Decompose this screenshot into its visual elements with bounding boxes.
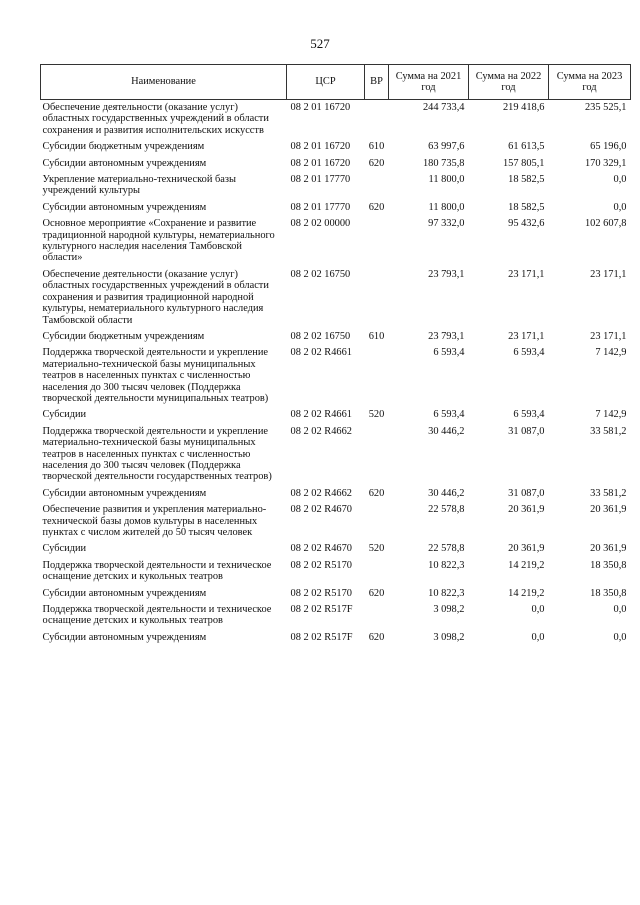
row-vr [365, 602, 389, 630]
row-csr: 08 2 02 00000 [290, 218, 351, 230]
row-vr [365, 267, 389, 329]
row-vr: 610 [368, 330, 385, 342]
row-amount-2023: 0,0 [613, 631, 627, 643]
row-name: Основное мероприятие «Сохранение и развитие традиционной народной культуры, нематериального культурного наследия населения Тамбовской области» [42, 218, 275, 264]
table-row [41, 172, 631, 200]
row-vr [365, 424, 389, 486]
row-amount-2023: 170 329,1 [584, 157, 627, 169]
row-amount-2021: 10 822,3 [428, 559, 465, 571]
row-amount-2023: 20 361,9 [590, 504, 627, 516]
row-amount-2022: 31 087,0 [508, 487, 545, 499]
row-csr: 08 2 02 R5170 [290, 587, 352, 599]
row-amount-2023: 0,0 [613, 604, 627, 616]
row-amount-2023: 23 171,1 [590, 330, 627, 342]
row-amount-2021: 23 793,1 [428, 268, 465, 280]
table-row [41, 156, 631, 172]
row-amount-2023: 65 196,0 [590, 141, 627, 153]
row-amount-2021: 3 098,2 [433, 631, 465, 643]
row-amount-2023: 0,0 [613, 174, 627, 186]
table-row [41, 407, 631, 423]
row-amount-2021: 30 446,2 [428, 487, 465, 499]
row-amount-2023: 0,0 [613, 201, 627, 213]
row-name: Субсидии автономным учреждениям [42, 157, 207, 169]
row-vr [365, 502, 389, 541]
row-amount-2021: 22 578,8 [428, 543, 465, 555]
table-body [41, 100, 631, 647]
table-row [41, 558, 631, 586]
row-amount-2022: 23 171,1 [508, 330, 545, 342]
row-csr: 08 2 01 17770 [290, 201, 351, 213]
table-row [41, 630, 631, 646]
row-amount-2021: 3 098,2 [433, 604, 465, 616]
row-amount-2023: 7 142,9 [595, 409, 627, 421]
row-csr: 08 2 02 16750 [290, 268, 351, 280]
table-row [41, 502, 631, 541]
row-vr [365, 345, 389, 407]
row-csr: 08 2 02 R4662 [290, 425, 352, 437]
row-amount-2022: 6 593,4 [513, 409, 545, 421]
row-amount-2023: 33 581,2 [590, 425, 627, 437]
row-csr: 08 2 02 R4662 [290, 487, 352, 499]
row-amount-2022: 6 593,4 [513, 347, 545, 359]
row-amount-2022: 61 613,5 [508, 141, 545, 153]
row-amount-2022: 157 805,1 [502, 157, 545, 169]
row-amount-2022: 31 087,0 [508, 425, 545, 437]
row-amount-2022: 18 582,5 [508, 174, 545, 186]
row-amount-2022: 20 361,9 [508, 543, 545, 555]
row-amount-2021: 23 793,1 [428, 330, 465, 342]
row-amount-2022: 219 418,6 [502, 102, 545, 113]
row-amount-2023: 18 350,8 [590, 559, 627, 571]
row-name: Обеспечение развития и укрепления материально-технической базы домов культуры в населенных пунктах с числом жителей до 50 тысяч человек [42, 504, 267, 538]
row-name: Субсидии автономным учреждениям [42, 201, 207, 213]
table-row [41, 424, 631, 486]
row-amount-2023: 23 171,1 [590, 268, 627, 280]
table-row [41, 216, 631, 267]
row-csr: 08 2 02 R4661 [290, 347, 352, 359]
budget-table [40, 64, 631, 646]
row-amount-2021: 6 593,4 [433, 409, 465, 421]
row-amount-2023: 102 607,8 [584, 218, 627, 230]
row-vr: 620 [368, 201, 385, 213]
row-name: Обеспечение деятельности (оказание услуг) областных государственных учреждений в области сохранения и развития традиционной народной культуры, нематериального культурного наследия Тамбовской области [42, 268, 269, 326]
row-amount-2022: 14 219,2 [508, 559, 545, 571]
table-row [41, 486, 631, 502]
row-amount-2021: 63 997,6 [428, 141, 465, 153]
row-csr: 08 2 01 16720 [290, 102, 351, 113]
table-row [41, 586, 631, 602]
table-header-row [41, 65, 631, 100]
row-amount-2022: 95 432,6 [508, 218, 545, 230]
row-amount-2021: 97 332,0 [428, 218, 465, 230]
row-amount-2021: 11 800,0 [428, 201, 465, 213]
row-vr: 520 [368, 409, 385, 421]
row-name: Субсидии бюджетным учреждениям [42, 330, 205, 342]
row-vr [365, 216, 389, 267]
row-amount-2023: 18 350,8 [590, 587, 627, 599]
row-csr: 08 2 02 R4661 [290, 409, 352, 421]
row-csr: 08 2 02 R4670 [290, 543, 352, 555]
table-row [41, 200, 631, 216]
row-amount-2021: 22 578,8 [428, 504, 465, 516]
row-vr: 520 [368, 543, 385, 555]
row-name: Поддержка творческой деятельности и техническое оснащение детских и кукольных театров [42, 604, 272, 627]
row-name: Поддержка творческой деятельности и укрепление материально-технической базы муниципальных театров в населенных пунктах с численностью населения до 300 тысяч человек (Поддержка творческой деятельности государственных театров) [42, 425, 272, 483]
row-name: Поддержка творческой деятельности и техническое оснащение детских и кукольных театров [42, 559, 272, 583]
row-vr [365, 172, 389, 200]
row-name: Субсидии автономным учреждениям [42, 487, 207, 499]
row-amount-2023: 235 525,1 [584, 102, 627, 113]
header-vr: ВР [365, 65, 389, 100]
row-csr: 08 2 02 R5170 [290, 559, 352, 571]
row-amount-2022: 18 582,5 [508, 201, 545, 213]
row-amount-2023: 33 581,2 [590, 487, 627, 499]
page-number: 527 [310, 36, 330, 51]
row-amount-2023: 20 361,9 [590, 543, 627, 555]
row-amount-2021: 6 593,4 [433, 347, 465, 359]
header-2022: Сумма на 2022 год [469, 65, 549, 100]
row-csr: 08 2 02 R4670 [290, 504, 352, 516]
row-vr [365, 558, 389, 586]
row-name: Субсидии автономным учреждениям [42, 631, 207, 643]
row-csr: 08 2 01 16720 [290, 141, 351, 153]
row-name: Субсидии бюджетным учреждениям [42, 141, 205, 153]
table-row [41, 602, 631, 630]
row-csr: 08 2 02 16750 [290, 330, 351, 342]
row-csr: 08 2 02 R517F [290, 604, 353, 616]
table-row [41, 100, 631, 140]
row-name: Поддержка творческой деятельности и укрепление материально-технической базы муниципальных театров в населенных пунктах с численностью населения до 300 тысяч человек (Поддержка творческой деятельности муниципальных театров) [42, 347, 269, 404]
table-row [41, 329, 631, 345]
row-name: Субсидии автономным учреждениям [42, 587, 207, 599]
row-amount-2021: 30 446,2 [428, 425, 465, 437]
row-amount-2022: 0,0 [531, 604, 545, 616]
table-row [41, 139, 631, 155]
row-amount-2022: 20 361,9 [508, 504, 545, 516]
row-vr: 620 [368, 157, 385, 169]
row-csr: 08 2 01 17770 [290, 174, 351, 186]
row-name: Субсидии [42, 543, 87, 555]
row-amount-2022: 23 171,1 [508, 268, 545, 280]
row-amount-2022: 14 219,2 [508, 587, 545, 599]
row-name: Субсидии [42, 409, 87, 421]
header-2023: Сумма на 2023 год [549, 65, 631, 100]
row-vr: 620 [368, 631, 385, 643]
row-vr [365, 100, 389, 140]
row-vr: 620 [368, 587, 385, 599]
row-vr: 620 [368, 487, 385, 499]
row-amount-2023: 7 142,9 [595, 347, 627, 359]
header-2021: Сумма на 2021 год [389, 65, 469, 100]
table-row [41, 541, 631, 557]
row-amount-2021: 180 735,8 [422, 157, 465, 169]
table-row [41, 345, 631, 407]
row-amount-2021: 10 822,3 [428, 587, 465, 599]
row-amount-2021: 11 800,0 [428, 174, 465, 186]
row-csr: 08 2 02 R517F [290, 631, 353, 643]
row-vr: 610 [368, 141, 385, 153]
header-name: Наименование [41, 65, 287, 100]
header-csr: ЦСР [287, 65, 365, 100]
row-name: Укрепление материально-технической базы учреждений культуры [42, 174, 236, 197]
row-amount-2022: 0,0 [531, 631, 545, 643]
table-row [41, 267, 631, 329]
row-name: Обеспечение деятельности (оказание услуг) областных государственных учреждений в области сохранения и развития исполнительских искусств [42, 102, 269, 136]
row-amount-2021: 244 733,4 [422, 102, 465, 113]
row-csr: 08 2 01 16720 [290, 157, 351, 169]
